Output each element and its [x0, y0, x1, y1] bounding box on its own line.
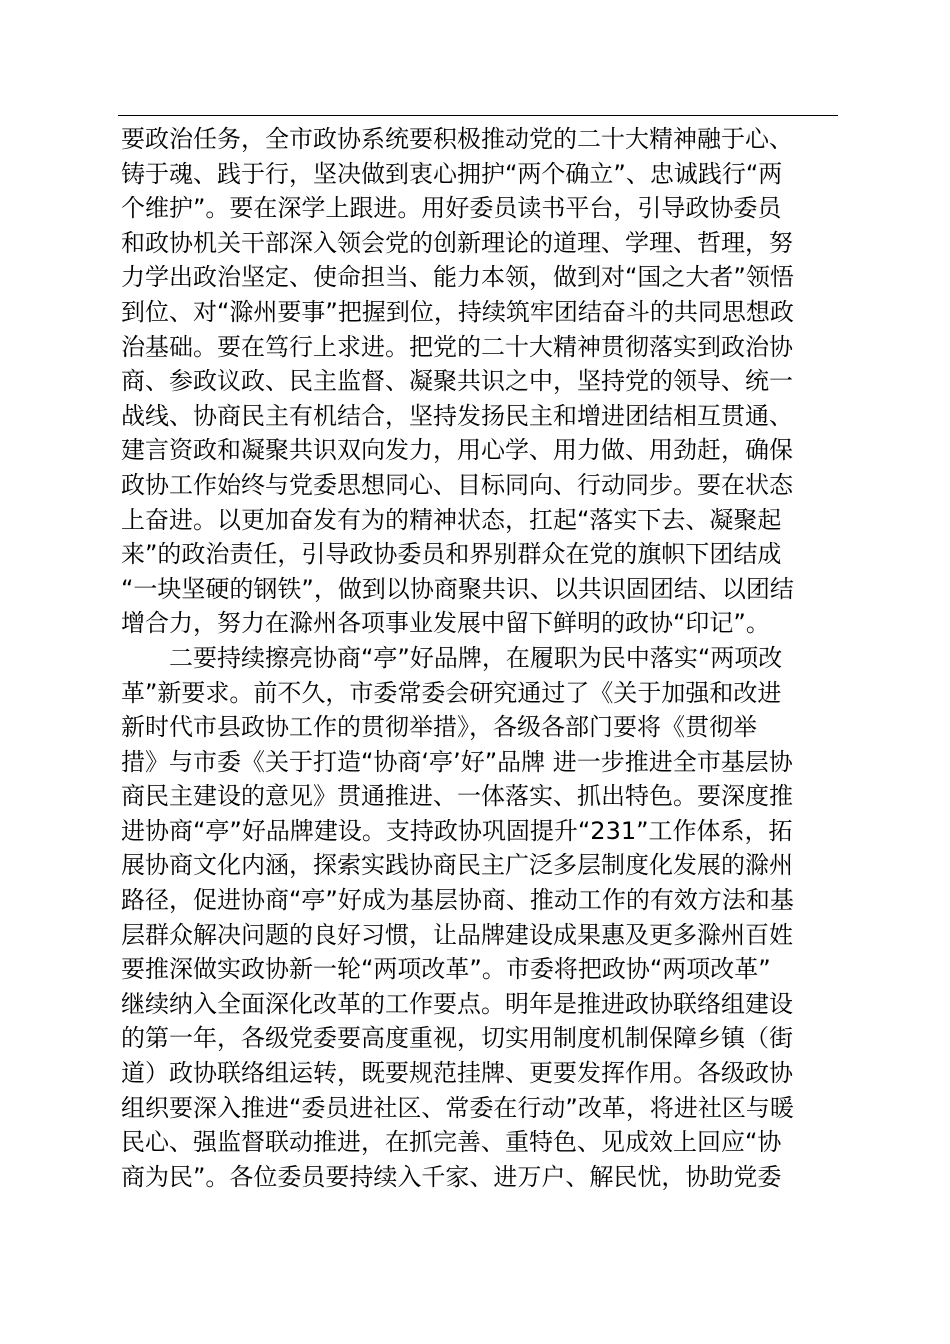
text-line: 民心、强监督联动推进，在抓完善、重特色、见成效上回应“协: [121, 1128, 782, 1157]
text-line: 商民主建设的意见》贯通推进、一体落实、抓出特色。要深度推: [121, 782, 793, 811]
text-line: 治基础。要在笃行上求进。把党的二十大精神贯彻落实到政治协: [121, 332, 793, 361]
document-body: [121, 122, 841, 1194]
text-line: 进协商“亭”好品牌建设。支持政协巩固提升“231”工作体系，拓: [121, 816, 793, 845]
text-line: 个维护”。要在深学上跟进。用好委员读书平台，引导政协委员: [121, 194, 782, 223]
text-line: 道）政协联络组运转，既要规范挂牌、更要发挥作用。各级政协: [121, 1059, 793, 1088]
text-line: 路径，促进协商“亭”好成为基层协商、推动工作的有效方法和基: [121, 886, 794, 915]
text-line: 的第一年，各级党委要高度重视，切实用制度机制保障乡镇（街: [121, 1024, 793, 1053]
text-line: 商为民”。各位委员要持续入千家、进万户、解民忧，协助党委: [121, 1162, 782, 1191]
text-line: 措》与市委《关于打造“协商‘亭’好”品牌 进一步推进全市基层协: [121, 747, 793, 776]
text-line: 商、参政议政、民主监督、凝聚共识之中，坚持党的领导、统一: [121, 367, 793, 396]
header-rule: [118, 115, 838, 116]
text-line: 建言资政和凝聚共识双向发力，用心学、用力做、用劲赶，确保: [121, 436, 793, 465]
text-line: 要政治任务，全市政协系统要积极推动党的二十大精神融于心、: [121, 125, 793, 153]
text-line: 展协商文化内涵，探索实践协商民主广泛多层制度化发展的滁州: [121, 851, 793, 880]
text-line: 继续纳入全面深化改革的工作要点。明年是推进政协联络组建设: [121, 989, 793, 1018]
text-line: 力学出政治坚定、使命担当、能力本领，做到对“国之大者”领悟: [121, 263, 794, 292]
text-line: 革”新要求。前不久，市委常委会研究通过了《关于加强和改进: [121, 678, 782, 707]
text-line: 到位、对“滁州要事”把握到位，持续筑牢团结奋斗的共同思想政: [121, 297, 794, 326]
text-line: 政协工作始终与党委思想同心、目标同向、行动同步。要在状态: [121, 470, 793, 499]
text-line: “一块坚硬的钢铁”，做到以协商聚共识、以共识固团结、以团结: [121, 574, 794, 603]
text-line: 增合力，努力在滁州各项事业发展中留下鲜明的政协“印记”。: [121, 609, 770, 638]
paragraph-start-line: 二要持续擦亮协商“亭”好品牌，在履职为民中落实“两项改: [169, 643, 783, 672]
text-line: 来”的政治责任，引导政协委员和界别群众在党的旗帜下团结成: [121, 540, 782, 569]
text-line: 层群众解决问题的良好习惯，让品牌建设成果惠及更多滁州百姓: [121, 920, 793, 949]
text-line: 要推深做实政协新一轮“两项改革”。市委将把政协“两项改革”: [121, 955, 771, 984]
text-line: 新时代市县政协工作的贯彻举措》，各级各部门要将《贯彻举: [121, 713, 757, 742]
text-line: 上奋进。以更加奋发有为的精神状态，扛起“落实下去、凝聚起: [121, 505, 782, 534]
text-line: 组织要深入推进“委员进社区、常委在行动”改革，将进社区与暖: [121, 1093, 794, 1122]
text-line: 战线、协商民主有机结合，坚持发扬民主和增进团结相互贯通、: [121, 401, 793, 430]
text-line: 铸于魂、践于行，坚决做到衷心拥护“两个确立”、忠诚践行“两: [121, 159, 783, 188]
text-line: 和政协机关干部深入领会党的创新理论的道理、学理、哲理，努: [121, 228, 793, 257]
